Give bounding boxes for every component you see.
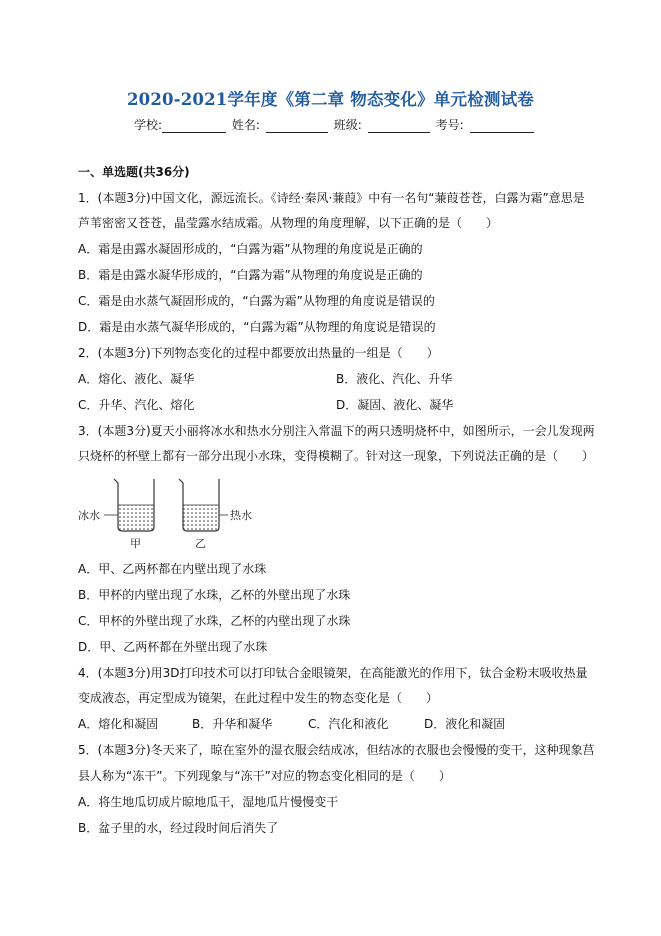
name-blank[interactable] (266, 120, 328, 133)
school-label: 学校: (134, 118, 163, 132)
question-4-stem-line-2: 变成液态，再定型成为镜架，在此过程中发生的物态变化是（ ） (78, 691, 439, 705)
beakers-figure (78, 475, 278, 553)
question-3-option-a: A．甲、乙两杯都在内壁出现了水珠 (78, 562, 267, 576)
question-2-option-a: A．熔化、液化、凝华 (78, 372, 195, 386)
class-blank[interactable] (368, 120, 430, 133)
question-1-option-d: D．霜是由水蒸气凝华形成的，“白露为霜”从物理的角度说是错误的 (78, 320, 436, 334)
question-5-option-a: A．将生地瓜切成片晾地瓜干，湿地瓜片慢慢变干 (78, 795, 339, 809)
ice-water-label: 冰水 (78, 509, 100, 522)
name-label: 姓名: (231, 118, 260, 132)
question-4-option-b: B．升华和凝华 (192, 717, 273, 731)
question-2-stem: 2．(本题3分)下列物态变化的过程中都要放出热量的一组是（ ） (78, 346, 439, 360)
question-4-stem-line-1: 4．(本题3分)用3D打印技术可以打印钛合金眼镜架，在高能激光的作用下，钛合金粉末吸收热量 (78, 666, 588, 680)
beaker-hot-water (179, 479, 228, 531)
question-1-option-b: B．霜是由露水凝华形成的，“白露为霜”从物理的角度说是正确的 (78, 268, 423, 282)
section-title: 一、单选题(共36分) (78, 165, 190, 179)
question-4-option-d: D．液化和凝固 (424, 717, 506, 731)
question-4-option-a: A．熔化和凝固 (78, 717, 159, 731)
exam-number-blank[interactable] (470, 120, 534, 133)
question-1-stem-line-2: 芦苇密密又苍苍，晶莹露水结成霜。从物理的角度理解，以下正确的是（ ） (78, 216, 499, 230)
question-3-option-c: C．甲杯的外壁出现了水珠，乙杯的内壁出现了水珠 (78, 614, 351, 628)
question-5-stem-line-1: 5．(本题3分)冬天来了，晾在室外的湿衣服会结成冰，但结冰的衣服也会慢慢的变干，这种现象莒 (78, 743, 595, 757)
cup-jia-label: 甲 (130, 537, 141, 550)
question-2-option-b: B．液化、汽化、升华 (336, 372, 453, 386)
question-3-option-d: D．甲、乙两杯都在外壁出现了水珠 (78, 640, 268, 654)
question-1-option-c: C．霜是由水蒸气凝固形成的，“白露为霜”从物理的角度说是错误的 (78, 294, 435, 308)
question-5-option-b: B．盆子里的水，经过段时间后消失了 (78, 821, 279, 835)
question-2-option-c: C．升华、汽化、熔化 (78, 398, 195, 412)
exam-number-label: 考号: (435, 118, 464, 132)
question-1-option-a: A．霜是由露水凝固形成的，“白露为霜”从物理的角度说是正确的 (78, 242, 423, 256)
class-label: 班级: (333, 118, 362, 132)
question-3-option-b: B．甲杯的内壁出现了水珠，乙杯的外壁出现了水珠 (78, 588, 351, 602)
school-blank[interactable] (162, 120, 226, 133)
beaker-ice-water (104, 479, 154, 531)
hot-water-label: 热水 (230, 509, 252, 522)
question-4-option-c: C．汽化和液化 (308, 717, 389, 731)
question-1-stem-line-1: 1．(本题3分)中国文化，源远流长。《诗经·秦风·蒹葭》中有一名句“蒹葭苍苍，白露为霜”意思是 (78, 191, 585, 205)
question-2-option-d: D．凝固、液化、凝华 (336, 398, 454, 412)
question-3-stem-line-2: 只烧杯的杯壁上都有一部分出现小水珠，变得模糊了。针对这一现象，下列说法正确的是（ ） (78, 449, 595, 463)
cup-yi-label: 乙 (195, 537, 206, 550)
question-3-stem-line-1: 3．(本题3分)夏天小丽将冰水和热水分别注入常温下的两只透明烧杯中，如图所示，一会儿发现两 (78, 424, 595, 438)
page-title: 2020-2021学年度《第二章 物态变化》单元检测试卷 (126, 90, 535, 109)
question-5-stem-line-2: 县人称为“冻干”。下列现象与“冻干”对应的物态变化相同的是（ ） (78, 769, 451, 783)
student-info-row (134, 116, 536, 133)
